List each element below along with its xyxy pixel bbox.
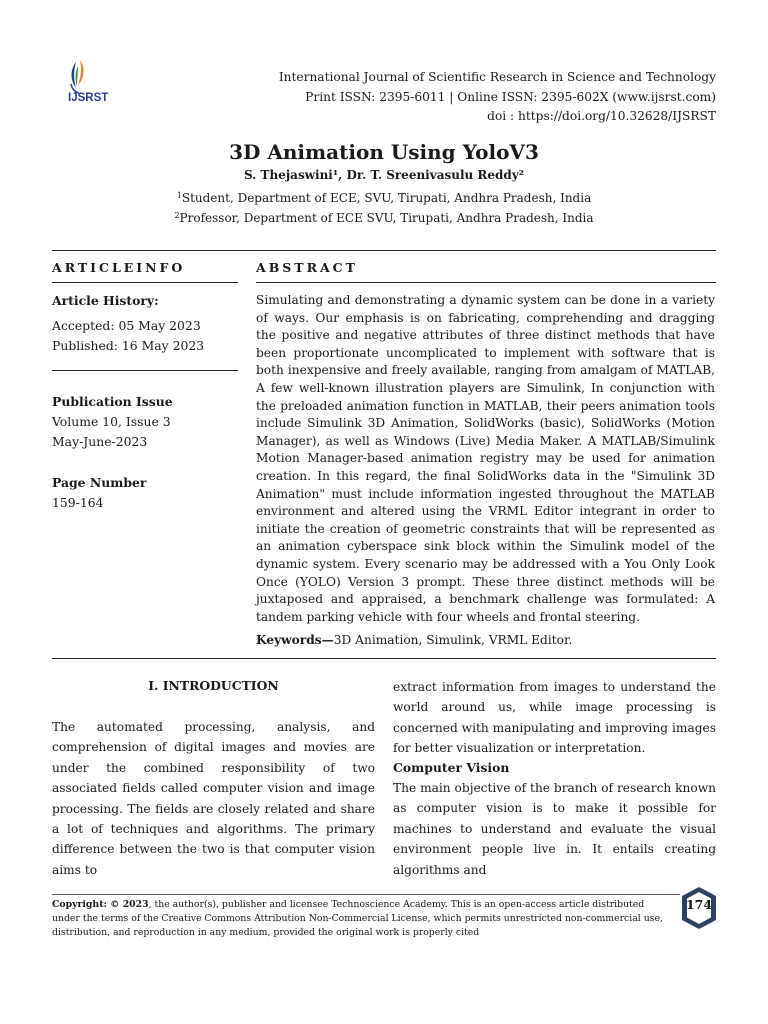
top-rule xyxy=(52,250,716,251)
affiliation-1-text: Student, Department of ECE, SVU, Tirupati, Andhra Pradesh, India xyxy=(181,191,592,205)
copyright-text: , the author(s), publisher and licensee Technoscience Academy. This is an open-access article distributed under the terms of the Creative Commons Attribution Non-Commercial License, which permits unrestricted non-commercial use, distribution, and reproduction in any medium, provided the original work is properly cited xyxy=(52,899,663,938)
page-number-heading: Page Number xyxy=(52,475,147,490)
info-rule-mid xyxy=(52,370,238,371)
abstract-heading: ABSTRACT xyxy=(256,260,358,275)
keywords xyxy=(256,633,715,647)
abstract-text: Simulating and demonstrating a dynamic system can be done in a variety of ways. Our emphasis is on fabricating, comprehending and dragging the positive and negative attributes of three distinct methods that have been proportionate uncomplicated to implement with software that is both inexpensive and freely available, ranging from amalgam of MATLAB, A few well-known illustration players are Simulink, In conjunction with the preloaded animation function in MATLAB, their peers animation tools include Simulink 3D Animation, SolidWorks (basic), SolidWorks (Motion Manager), as well as Windows (Live) Media Maker. A MATLAB/Simulink Motion Manager-based animation registry may be used for animation creation. In this regard, the final SolidWorks data in the "Simulink 3D Animation" must include information ingested throughout the MATLAB environment and altered using the VRML Editor integrant in order to initiate the creation of geometric constraints that will be represented as an animation cyberspace sink block within the Simulink model of the dynamic system. Every scenario may be addressed with a You Only Look Once (YOLO) Version 3 prompt. These three distinct methods will be juxtaposed and appraised, a benchmark challenge was formulated: A tandem parking vehicle with four wheels and frontal steering. xyxy=(256,293,715,624)
copyright-notice xyxy=(52,898,672,940)
affiliation-2-text: Professor, Department of ECE SVU, Tirupati, Andhra Pradesh, India xyxy=(179,211,594,225)
introduction-right-text: extract information from images to understand the world around us, while image processing is concerned with manipulating and improving images for better visualization or interpretation. xyxy=(393,680,716,756)
page-number: 174 xyxy=(685,897,713,912)
article-history-heading: Article History: xyxy=(52,293,159,308)
page-number-block xyxy=(52,473,238,513)
paper-title: 3D Animation Using YoloV3 xyxy=(229,140,539,164)
keywords-text: 3D Animation, Simulink, VRML Editor. xyxy=(333,633,573,647)
accepted-date: Accepted: 05 May 2023 xyxy=(52,318,201,333)
publication-issue-heading: Publication Issue xyxy=(52,394,173,409)
journal-name: International Journal of Scientific Research in Science and Technology xyxy=(278,70,716,84)
journal-issn: Print ISSN: 2395-6011 | Online ISSN: 2395-602X (www.ijsrst.com) xyxy=(305,89,716,104)
introduction-left-text: The automated processing, analysis, and comprehension of digital images and movies are under the combined responsibility of two associated fields called computer vision and image processing. The fields are closely related and share a lot of techniques and algorithms. The primary difference between the two is that computer vision aims to xyxy=(52,720,375,877)
article-info-heading: ARTICLEINFO xyxy=(52,260,186,275)
footer-rule xyxy=(52,894,680,895)
affiliation-1-sup: 1 xyxy=(176,191,182,200)
logo-text: IJSRST xyxy=(68,92,109,104)
journal-logo xyxy=(62,56,132,108)
paper-authors: S. Thejaswini¹, Dr. T. Sreenivasulu Reddy² xyxy=(243,168,525,182)
journal-doi: doi : https://doi.org/10.32628/IJSRST xyxy=(487,109,716,123)
affiliation-1 xyxy=(0,191,768,205)
publication-issue xyxy=(52,392,238,452)
issue-period: May-June-2023 xyxy=(52,434,148,449)
keywords-label: Keywords— xyxy=(256,633,334,647)
computer-vision-text: The main objective of the branch of research known as computer vision is to make it possible for machines to understand and evaluate the visual environment people live in. It entails creating algorithms and xyxy=(393,781,716,877)
journal-header xyxy=(279,68,716,127)
article-history xyxy=(52,291,238,356)
abstract-rule-top xyxy=(256,282,716,283)
introduction-heading: I. INTRODUCTION xyxy=(148,678,279,693)
copyright-label: Copyright: © 2023 xyxy=(52,899,149,910)
info-rule-top xyxy=(52,282,238,283)
bottom-rule xyxy=(52,658,716,659)
affiliation-2 xyxy=(0,211,768,225)
volume-issue: Volume 10, Issue 3 xyxy=(52,414,171,429)
computer-vision-heading: Computer Vision xyxy=(393,760,510,775)
page-range: 159-164 xyxy=(52,495,104,510)
published-date: Published: 16 May 2023 xyxy=(52,338,205,353)
affiliation-2-sup: 2 xyxy=(174,211,180,220)
